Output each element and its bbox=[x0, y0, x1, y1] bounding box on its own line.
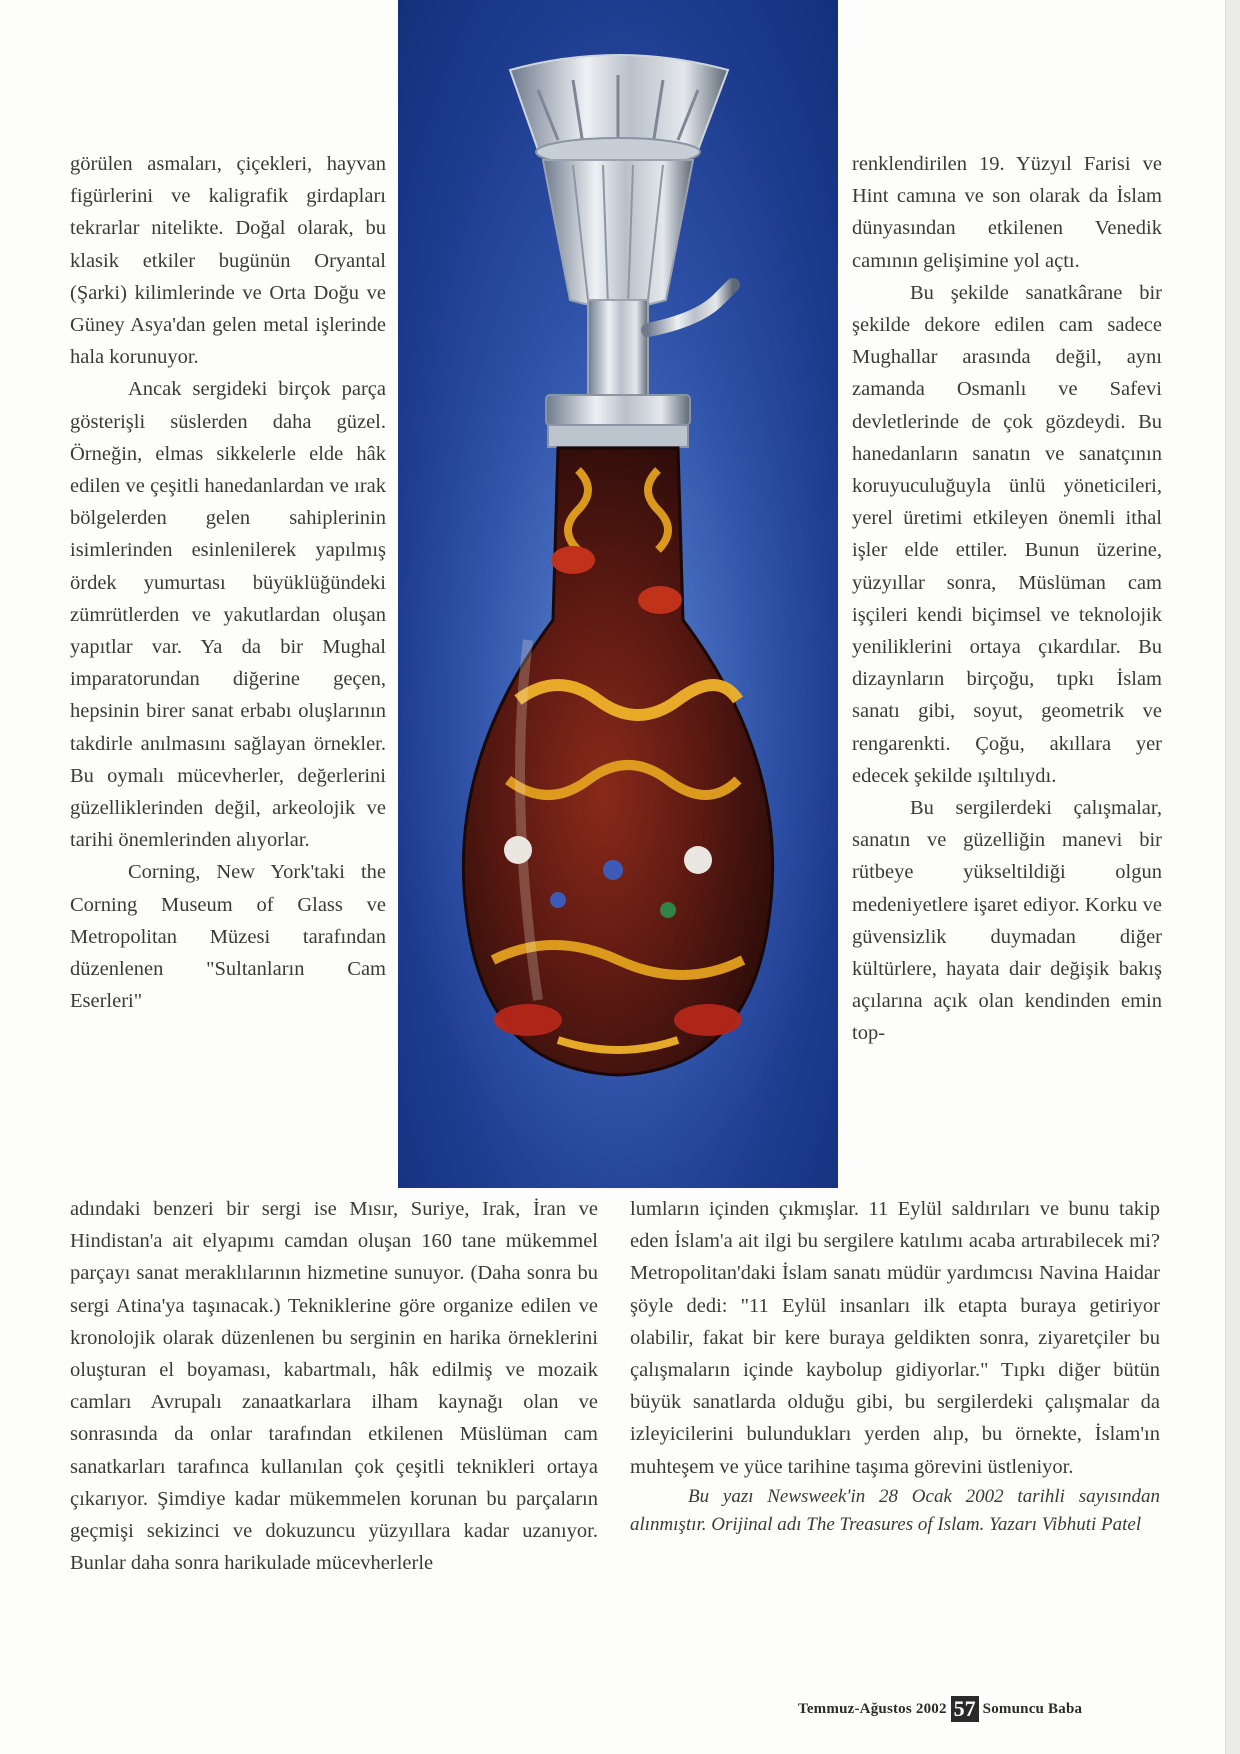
issue-date: Temmuz-Ağustos 2002 bbox=[798, 1700, 947, 1717]
paragraph: lumların içinden çıkmışlar. 11 Eylül saldırıları ve bunu takip eden İslam'a ait ilgi bu sergilere katılımı acaba artırabilecek mi? Metropolitan'daki İslam sanatı müdür yardımcısı Navina Haidar şöyle dedi: "11 Eylül insanları ilk etapta buraya getiriyor olabilir, fakat bir kere buraya geldikten sonra, ziyaretçiler bu çalışmaların içinde kaybolup gidiyorlar." Tıpkı diğer bütün büyük sanatlarda olduğu gibi, bu sergilerdeki çalışmalar da izleyicilerini bulundukları yerden alıp, bu örnekte, İslam'ın muhteşem ve yüce tarihine taşıma görevini üstleniyor. bbox=[630, 1198, 1160, 1478]
source-credit: Bu yazı Newsweek'in 28 Ocak 2002 tarihli sayısından alınmıştır. Orijinal adı The Treasures of Islam. Yazarı Vibhuti Patel bbox=[630, 1485, 1160, 1535]
page-edge bbox=[1225, 0, 1240, 1754]
artwork-photo bbox=[398, 0, 838, 1188]
paragraph: adındaki benzeri bir sergi ise Mısır, Suriye, Irak, İran ve Hindistan'a ait elyapımı camdan oluşan 160 tane mükemmel parçayı sanat meraklılarının hizmetine sunuyor. (Daha sonra bu sergi Atina'ya taşınacak.) Tekniklerine göre organize edilen ve kronolojik olarak düzenlenen bu serginin en harika örneklerini oluşturan el boyaması, kabartmalı, hâk edilmiş ve mozaik camları Avrupalı zanaatkarlara ilham kaynağı olan ve sonrasında da onlar tarafından etkilenen Müslüman cam sanatkarları tarafınca kullanılan çok çeşitli teknikleri ortaya çıkarıyor. Şimdiye kadar mükemmelen korunan bu parçaların geçmişi sekizinci ve dokuzuncu yüzyıllara kadar uzanıyor. Bunlar daha sonra harikulade mücevherlerle bbox=[70, 1198, 598, 1575]
page-number: 57 bbox=[951, 1696, 979, 1722]
article-column-left bbox=[70, 148, 386, 1017]
hookah-vase-icon bbox=[398, 0, 838, 1188]
article-bottom-right bbox=[630, 1193, 1160, 1539]
paragraph: renklendirilen 19. Yüzyıl Farisi ve Hint camına ve son olarak da İslam dünyasından etkilenen Venedik camının gelişimine yol açtı. bbox=[852, 153, 1162, 272]
paragraph: Bu sergilerdeki çalışmalar, sanatın ve güzelliğin manevi bir rütbeye yükseltildiği olgun medeniyetlere işaret ediyor. Korku ve güvensizlik duymadan diğer kültürlere, hayata dair değişik bakış açılarına açık olan kendinden emin top- bbox=[852, 797, 1162, 1045]
paragraph: görülen asmaları, çiçekleri, hayvan figürlerini ve kaligrafik girdapları tekrarlar nitelikte. Doğal olarak, bu klasik etkiler bugünün Oryantal (Şarki) kilimlerinde ve Orta Doğu ve Güney Asya'dan gelen metal işlerinde hala korunuyor. bbox=[70, 153, 386, 369]
page-footer bbox=[798, 1696, 1082, 1722]
magazine-name: Somuncu Baba bbox=[982, 1700, 1083, 1717]
paragraph: Corning, New York'taki the Corning Museum of Glass ve Metropolitan Müzesi tarafından düzenlenen "Sultanların Cam Eserleri" bbox=[70, 861, 386, 1013]
article-column-right bbox=[852, 148, 1162, 1050]
paragraph: Ancak sergideki birçok parça gösterişli süslerden daha güzel. Örneğin, elmas sikkelerle elde hâk edilen ve çeşitli hanedanlardan ve ırak bölgelerden gelen sahiplerinin isimlerinden esinlenilerek yapılmış ördek yumurtası büyüklüğündeki zümrütlerden ve yakutlardan oluşan yapıtlar var. Ya da bir Mughal imparatorundan diğerine geçen, hepsinin birer sanat erbabı oluşlarının takdirle anılmasını sağlayan örnekler. Bu oymalı mücevherler, değerlerini güzelliklerinden değil, arkeolojik ve tarihi önemlerinden alıyorlar. bbox=[70, 378, 386, 852]
paragraph: Bu şekilde sanatkârane bir şekilde dekore edilen cam sadece Mughallar arasında değil, aynı zamanda Osmanlı ve Safevi devletlerinde de çok gözdeydi. Bu hanedanların sanatın ve sanatçının koruyuculuğuyla ünlü yöneticileri, yerel üretimi etkileyen önemli ithal işler elde ettiler. Bunun üzerine, yüzyıllar sonra, Müslüman cam işçileri kendi biçimsel ve teknolojik yeniliklerini ortaya çıkardılar. Bu dizaynların birçoğu, tıpkı İslam sanatı gibi, soyut, geometrik ve rengarenkti. Çoğu, akıllara yer edecek şekilde ışıltılıydı. bbox=[852, 281, 1162, 787]
article-bottom-left bbox=[70, 1193, 598, 1579]
